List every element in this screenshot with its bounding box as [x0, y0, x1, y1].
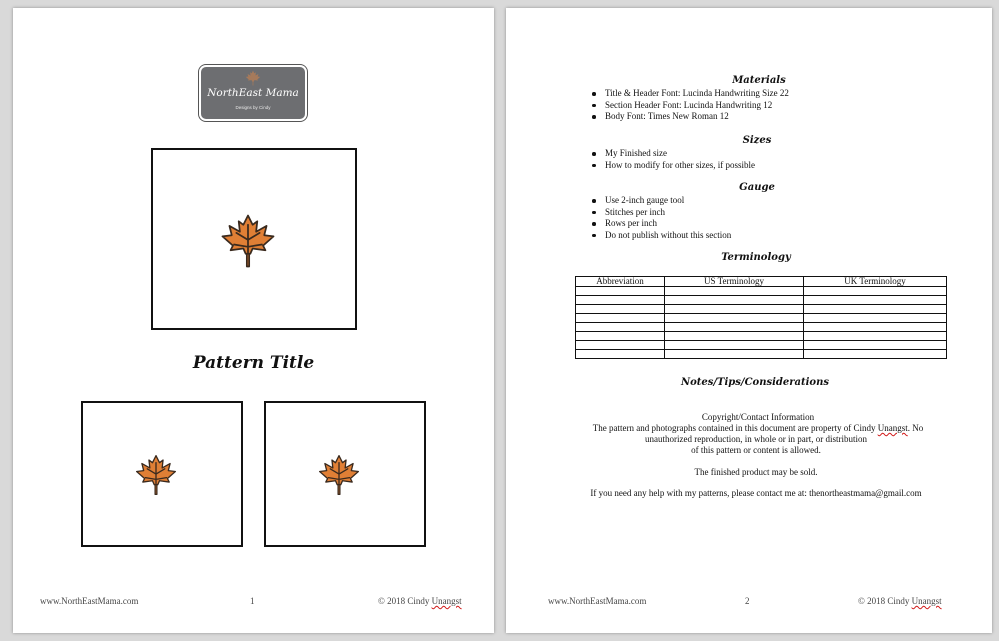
- footer-page-number: 2: [745, 596, 750, 606]
- table-cell[interactable]: [804, 296, 947, 305]
- maple-leaf-icon: [313, 453, 365, 497]
- copyright-surname: Unangst: [431, 596, 462, 606]
- list-item: Section Header Font: Lucinda Handwriting 12: [592, 100, 789, 112]
- table-cell[interactable]: [804, 323, 947, 332]
- footer-copyright: [858, 596, 942, 606]
- table-cell[interactable]: [576, 314, 665, 323]
- table-cell[interactable]: [665, 350, 804, 359]
- copyright-surname: Unangst: [911, 596, 942, 606]
- footer-website: www.NorthEastMama.com: [548, 596, 647, 606]
- notes-heading: Notes/Tips/Considerations: [680, 377, 829, 388]
- table-row: [576, 305, 947, 314]
- table-cell[interactable]: [576, 332, 665, 341]
- table-row: [576, 332, 947, 341]
- logo-name: NorthEast Mama: [207, 87, 299, 99]
- gauge-list: [592, 195, 731, 241]
- copyright-line-1: [524, 423, 992, 434]
- sizes-list: [592, 148, 755, 171]
- list-item: Rows per inch: [592, 218, 731, 230]
- table-cell[interactable]: [665, 323, 804, 332]
- table-cell[interactable]: [576, 296, 665, 305]
- copyright-line-1-surname: Unangst: [877, 423, 908, 433]
- table-row: [576, 296, 947, 305]
- maple-leaf-icon: [130, 453, 182, 497]
- table-cell[interactable]: [804, 350, 947, 359]
- table-row: [576, 323, 947, 332]
- copyright-line-2: unauthorized reproduction, in whole or in part, or distribution: [645, 434, 867, 444]
- table-cell[interactable]: [665, 341, 804, 350]
- list-item: Title & Header Font: Lucinda Handwriting Size 22: [592, 88, 789, 100]
- logo-tagline: Designs by Cindy: [235, 105, 271, 110]
- photo-frame-right: [264, 401, 426, 547]
- materials-list: [592, 88, 789, 123]
- table-cell[interactable]: [665, 287, 804, 296]
- table-row: [576, 287, 947, 296]
- column-header-uk: UK Terminology: [804, 277, 947, 287]
- copyright-prefix: © 2018 Cindy: [858, 596, 912, 606]
- table-cell[interactable]: [804, 314, 947, 323]
- gauge-heading: Gauge: [739, 182, 775, 193]
- page-1: [13, 8, 494, 633]
- copyright-line-1-suffix: . No: [907, 423, 924, 433]
- table-row: [576, 350, 947, 359]
- table-cell[interactable]: [665, 332, 804, 341]
- footer-website: www.NorthEastMama.com: [40, 596, 139, 606]
- photo-frame-left: [81, 401, 243, 547]
- footer-page-number: 1: [250, 596, 255, 606]
- copyright-line-3: of this pattern or content is allowed.: [691, 445, 821, 455]
- table-row: [576, 314, 947, 323]
- maple-leaf-icon: [244, 69, 262, 87]
- maple-leaf-icon: [214, 212, 282, 270]
- list-item: Use 2-inch gauge tool: [592, 195, 731, 207]
- terminology-heading: Terminology: [721, 252, 791, 263]
- terminology-table: [575, 276, 947, 359]
- table-cell[interactable]: [804, 287, 947, 296]
- copyright-line-1-prefix: The pattern and photographs contained in this document are property of Cindy: [592, 423, 878, 433]
- list-item: How to modify for other sizes, if possible: [592, 160, 755, 172]
- northeast-mama-logo: [199, 65, 307, 121]
- sizes-heading: Sizes: [742, 135, 772, 146]
- table-cell[interactable]: [576, 287, 665, 296]
- table-cell[interactable]: [576, 350, 665, 359]
- contact-statement: If you need any help with my patterns, please contact me at: thenortheastmama@gmail.com: [590, 488, 922, 498]
- list-item: Do not publish without this section: [592, 230, 731, 242]
- footer-copyright: [378, 596, 462, 606]
- table-row: [576, 341, 947, 350]
- table-cell[interactable]: [576, 323, 665, 332]
- pattern-title: Pattern Title: [192, 353, 315, 373]
- page-2: [506, 8, 992, 633]
- main-photo-frame: [151, 148, 357, 330]
- table-header-row: [576, 277, 947, 287]
- list-item: Body Font: Times New Roman 12: [592, 111, 789, 123]
- sold-statement: The finished product may be sold.: [694, 467, 818, 477]
- table-cell[interactable]: [665, 296, 804, 305]
- materials-heading: Materials: [732, 75, 786, 86]
- table-cell[interactable]: [576, 341, 665, 350]
- column-header-abbreviation: Abbreviation: [576, 277, 665, 287]
- table-cell[interactable]: [665, 314, 804, 323]
- table-cell[interactable]: [576, 305, 665, 314]
- copyright-prefix: © 2018 Cindy: [378, 596, 432, 606]
- table-cell[interactable]: [804, 305, 947, 314]
- list-item: Stitches per inch: [592, 207, 731, 219]
- table-cell[interactable]: [804, 332, 947, 341]
- table-cell[interactable]: [665, 305, 804, 314]
- column-header-us: US Terminology: [665, 277, 804, 287]
- copyright-heading: Copyright/Contact Information: [701, 412, 815, 422]
- list-item: My Finished size: [592, 148, 755, 160]
- table-cell[interactable]: [804, 341, 947, 350]
